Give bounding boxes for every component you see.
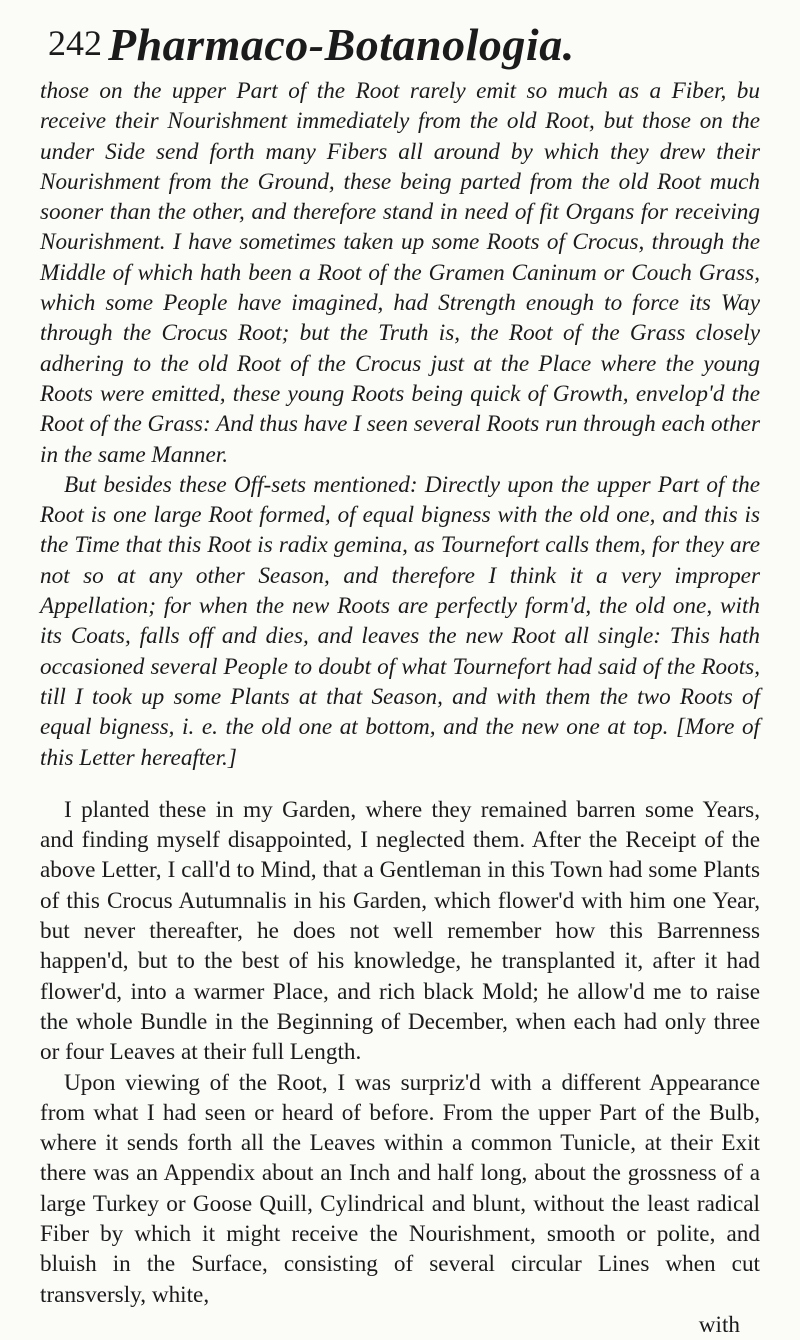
page-number: 242 <box>48 23 102 63</box>
running-head: Pharmaco-Botanologia. <box>108 19 575 70</box>
paragraph-gap <box>40 773 760 795</box>
letter-paragraph-2: But besides these Off-sets mentioned: Directly upon the upper Part of the Root is one large Root formed, of equal bigness with the old one, and this is the Time that this Root is radix gemina, as Tournefort calls them, for they are not so at any other Season, and therefore I think it a very improper Appellation; for when the new Roots are perfectly form'd, the old one, with its Coats, falls off and dies, and leaves the new Root all single: This hath occasioned several People to doubt of what Tournefort had said of the Roots, till I took up some Plants at that Season, and with them the two Roots of equal bigness, i. e. the old one at bottom, and the new one at top. [More of this Letter hereafter.] <box>40 471 760 771</box>
body-paragraph-1: I planted these in my Garden, where they remained barren some Years, and finding myself disappointed, I neglected them. After the Receipt of the above Letter, I call'd to Mind, that a Gentleman in this Town had some Plants of this Crocus Autumnalis in his Garden, which flower'd with him one Year, but never thereafter, he does not well remember how this Barrenness happen'd, but to the best of his knowledge, he transplanted it, after it had flower'd, into a warmer Place, and rich black Mold; he allow'd me to raise the whole Bundle in the Beginning of December, when each had only three or four Leaves at their full Length. <box>40 796 760 1066</box>
page-header <box>40 18 760 76</box>
body-paragraph-2: Upon viewing of the Root, I was surpriz'd with a different Appearance from what I had seen or heard of before. From the upper Part of the Bulb, where it sends forth all the Leaves within a common Tunicle, at their Exit there was an Appendix about an Inch and half long, about the grossness of a large Turkey or Goose Quill, Cylindrical and blunt, without the least radical Fiber by which it might receive the Nourishment, smooth or polite, and bluish in the Surface, consisting of several circular Lines when cut transversly, white, <box>40 1069 760 1308</box>
catchword: with <box>698 1311 740 1338</box>
letter-paragraph-1: those on the upper Part of the Root rarely emit so much as a Fiber, bu receive their Nourishment immediately from the old Root, but those on the under Side send forth many Fibers all around by which they drew their Nourishment from the Ground, these being parted from the old Root much sooner than the other, and therefore stand in need of fit Organs for receiving Nourishment. I have sometimes taken up some Roots of Crocus, through the Middle of which hath been a Root of the Gramen Caninum or Couch Grass, which some People have imagined, had Strength enough to force its Way through the Crocus Root; but the Truth is, the Root of the Grass closely adhering to the old Root of the Crocus just at the Place where the young Roots were emitted, these young Roots being quick of Growth, envelop'd the Root of the Grass: And thus have I seen several Roots run through each other in the same Manner. <box>40 78 761 468</box>
